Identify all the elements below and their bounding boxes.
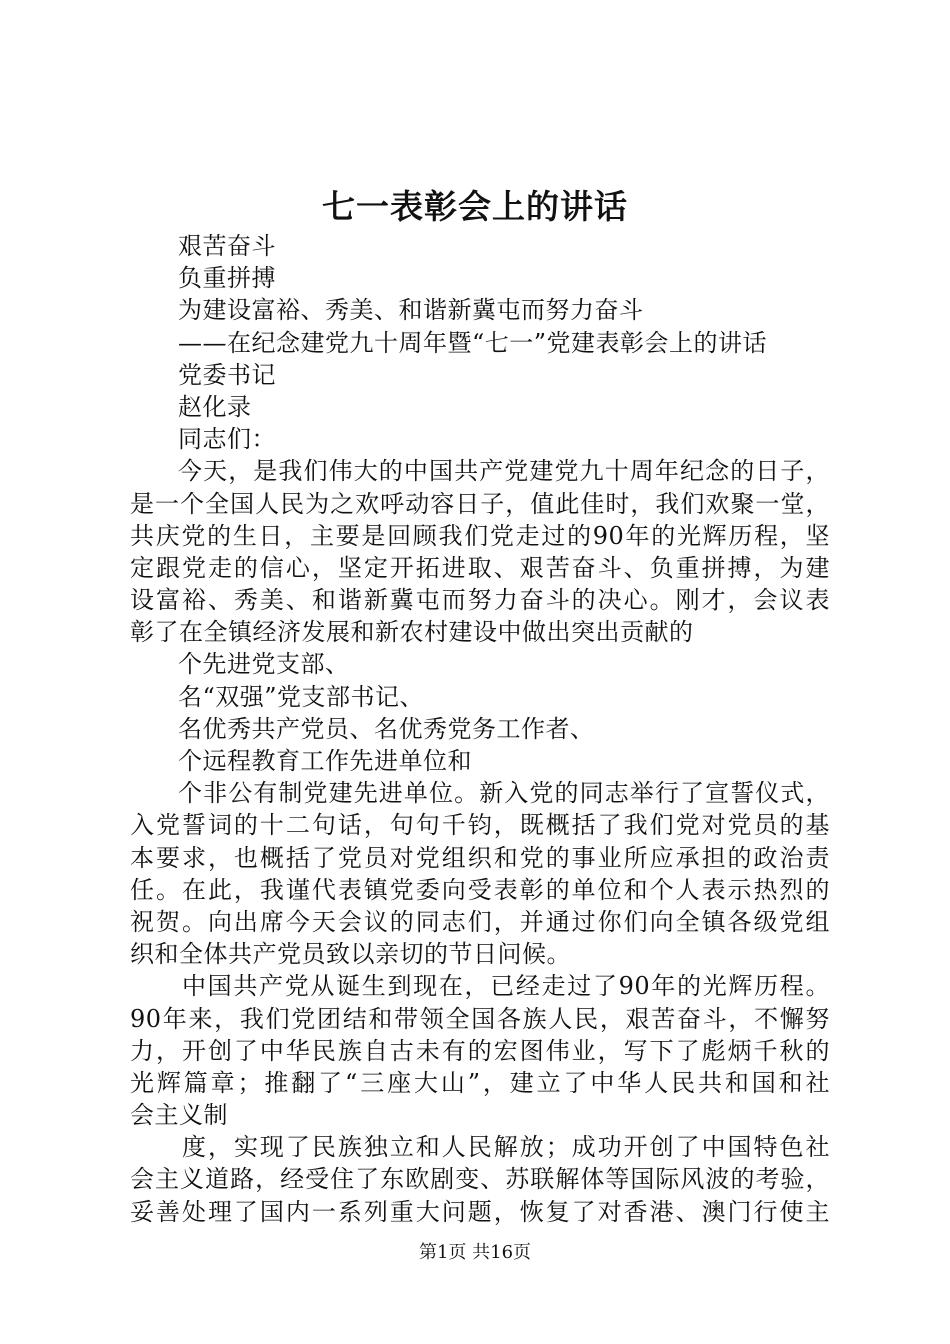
text-line: 赵化录: [178, 392, 252, 421]
text-line: 光辉篇章；推翻了“三座大山”，建立了中华人民共和国和社: [130, 1068, 830, 1097]
text-line: 党委书记: [178, 360, 276, 389]
document-title: 七一表彰会上的讲话: [322, 187, 628, 226]
text-line: 定跟党走的信心，坚定开拓进取、艰苦奋斗、负重拼搏，为建: [130, 553, 830, 582]
text-line: 织和全体共产党员致以亲切的节日问候。: [130, 940, 571, 969]
text-line: 名优秀共产党员、名优秀党务工作者、: [178, 714, 595, 743]
text-line: 设富裕、秀美、和谐新冀屯而努力奋斗的决心。刚才，会议表: [130, 586, 830, 615]
text-line: 今天，是我们伟大的中国共产党建党九十周年纪念的日子，: [178, 457, 830, 486]
text-line: 本要求，也概括了党员对党组织和党的事业所应承担的政治责: [130, 843, 830, 872]
document-body: [130, 230, 830, 1228]
text-line: 力，开创了中华民族自古未有的宏图伟业，写下了彪炳千秋的: [130, 1036, 830, 1065]
text-line: 90年来，我们党团结和带领全国各族人民，艰苦奋斗，不懈努: [130, 1004, 830, 1033]
page-footer: 第1页 共16页: [418, 1242, 532, 1263]
text-line: 彰了在全镇经济发展和新农村建设中做出突出贡献的: [130, 618, 694, 647]
text-line: 妥善处理了国内一系列重大问题，恢复了对香港、澳门行使主: [130, 1197, 830, 1226]
text-line: 祝贺。向出席今天会议的同志们，并通过你们向全镇各级党组: [130, 907, 830, 936]
text-line: 负重拼搏: [178, 264, 276, 293]
text-line: 个远程教育工作先进单位和: [178, 747, 472, 775]
text-line: 名“双强”党支部书记、: [178, 682, 425, 711]
text-line: 任。在此，我谨代表镇党委向受表彰的单位和个人表示热烈的: [130, 875, 830, 904]
text-line: 会主义道路，经受住了东欧剧变、苏联解体等国际风波的考验，: [130, 1165, 830, 1194]
text-line: 共庆党的生日，主要是回顾我们党走过的90年的光辉历程，坚: [130, 521, 830, 550]
text-line: 艰苦奋斗: [178, 232, 276, 260]
text-line: 为建设富裕、秀美、和谐新冀屯而努力奋斗: [178, 296, 644, 325]
text-line: 会主义制: [130, 1101, 228, 1130]
text-line: 个先进党支部、: [178, 650, 350, 679]
text-line: ——在纪念建党九十周年暨“七一”党建表彰会上的讲话: [178, 328, 768, 357]
text-line: 中国共产党从诞生到现在，已经走过了90年的光辉历程。: [182, 972, 830, 1001]
text-line: 度，实现了民族独立和人民解放；成功开创了中国特色社: [182, 1133, 830, 1162]
text-line: 是一个全国人民为之欢呼动容日子，值此佳时，我们欢聚一堂，: [130, 489, 830, 518]
text-line: 个非公有制党建先进单位。新入党的同志举行了宣誓仪式，: [178, 779, 830, 808]
text-line: 同志们：: [178, 425, 276, 454]
text-line: 入党誓词的十二句话，句句千钧，既概括了我们党对党员的基: [130, 811, 830, 840]
